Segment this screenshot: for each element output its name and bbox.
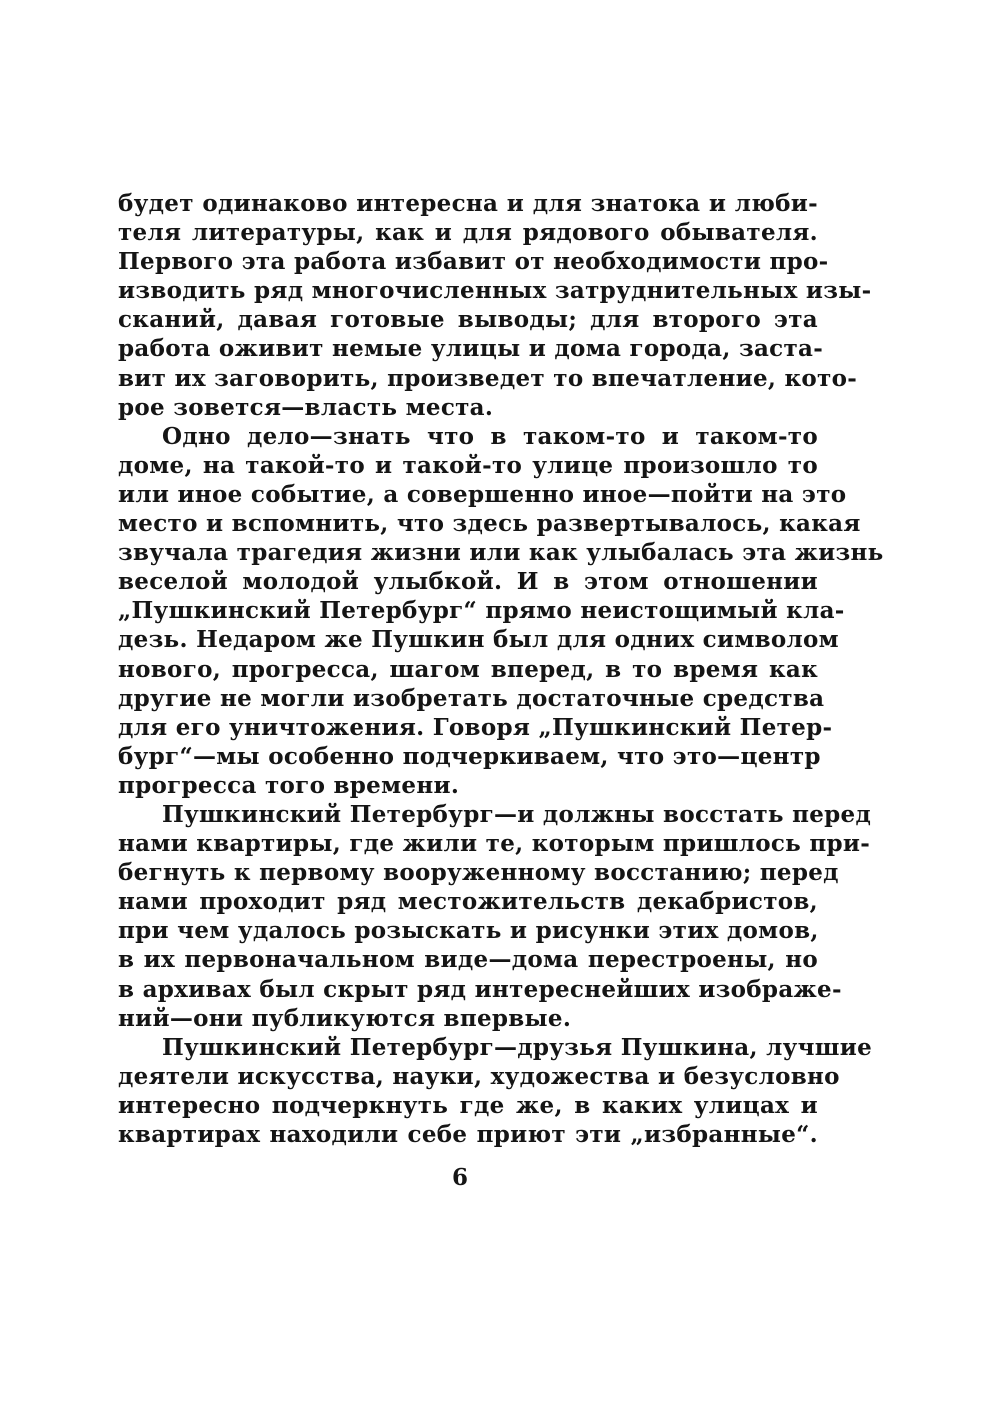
- text-line: изводить ряд многочисленных затруднительных изы-: [118, 277, 872, 305]
- text-line: бург“—мы особенно подчеркиваем, что это—центр: [118, 742, 821, 770]
- text-line: деятели искусства, науки, художества и безусловно: [118, 1062, 840, 1090]
- text-line: при чем удалось розыскать и рисунки этих домов,: [118, 917, 819, 945]
- text-line: интересно подчеркнуть где же, в каких улицах и: [118, 1091, 818, 1119]
- text-line: ний—они публикуются впервые.: [118, 1004, 572, 1032]
- text-line: прогресса того времени.: [118, 771, 460, 799]
- text-line: Пушкинский Петербург—и должны восстать перед: [162, 800, 872, 828]
- text-line: рое зовется—власть места.: [118, 393, 494, 421]
- text-line: доме, на такой-то и такой-то улице произошло то: [118, 451, 818, 479]
- text-line: теля литературы, как и для рядового обывателя.: [118, 219, 818, 247]
- text-line: звучала трагедия жизни или как улыбалась эта жизнь: [118, 539, 884, 567]
- text-line: дезь. Недаром же Пушкин был для одних символом: [118, 626, 839, 654]
- text-line: Первого эта работа избавит от необходимости про-: [118, 248, 829, 276]
- text-line: веселой молодой улыбкой. И в этом отношении: [118, 568, 818, 596]
- text-line: в их первоначальном виде—дома перестроены, но: [118, 946, 818, 974]
- text-line: Одно дело—знать что в таком-то и таком-то: [162, 422, 818, 450]
- body-text: [118, 189, 884, 1149]
- text-line: будет одинаково интересна и для знатока и люби-: [118, 190, 818, 217]
- text-line: сканий, давая готовые выводы; для второго эта: [118, 306, 818, 334]
- text-line: место и вспомнить, что здесь развертывалось, какая: [118, 510, 861, 538]
- text-line: другие не могли изобретать достаточные средства: [118, 684, 825, 712]
- text-line: квартирах находили себе приют эти „избранные“.: [118, 1121, 818, 1148]
- text-line: нами проходит ряд местожительств декабристов,: [118, 888, 818, 916]
- text-line: бегнуть к первому вооруженному восстанию; перед: [118, 859, 839, 887]
- text-line: работа оживит немые улицы и дома города, заста-: [118, 335, 824, 363]
- text-line: нами квартиры, где жили те, которым пришлось при-: [118, 830, 871, 858]
- text-line: или иное событие, а совершенно иное—пойти на это: [118, 480, 847, 508]
- text-line: вит их заговорить, произведет то впечатление, кото-: [118, 364, 858, 392]
- page-number: 6: [451, 1164, 468, 1191]
- text-line: в архивах был скрыт ряд интереснейших изображе-: [118, 975, 842, 1003]
- text-line: Пушкинский Петербург—друзья Пушкина, лучшие: [162, 1033, 873, 1061]
- text-line: „Пушкинский Петербург“ прямо неистощимый кла-: [118, 597, 845, 625]
- text-line: для его уничтожения. Говоря „Пушкинский Петер-: [118, 713, 833, 741]
- text-line: нового, прогресса, шагом вперед, в то время как: [118, 655, 818, 683]
